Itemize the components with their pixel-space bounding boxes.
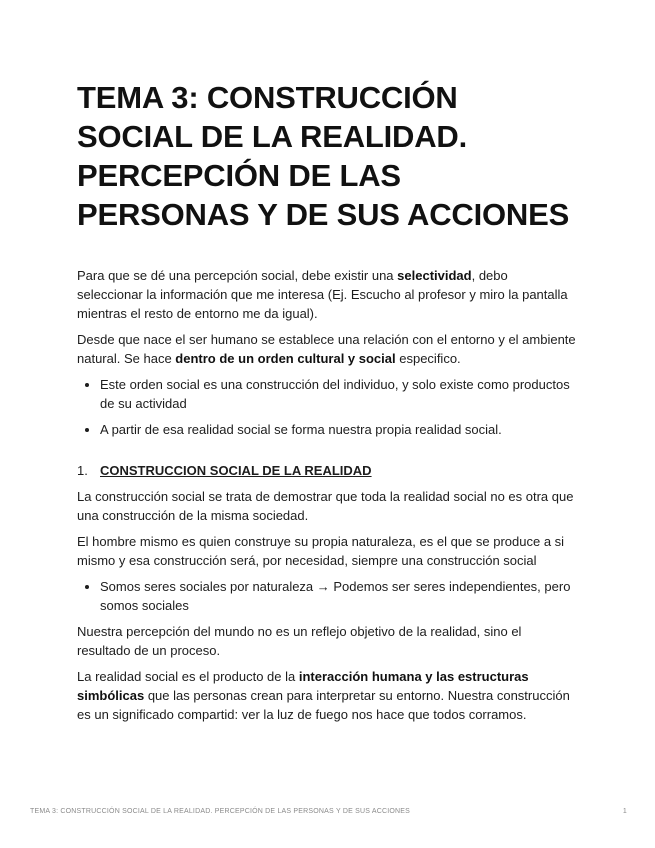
footer-text: TEMA 3: CONSTRUCCIÓN SOCIAL DE LA REALIDAD. PERCEPCIÓN DE LAS PERSONAS Y DE SUS ACCIONES [30,808,411,815]
intro-bullet-list [77,375,577,439]
document-page [77,78,577,731]
text-run: Desde que nace el ser humano se establece una relación con el entorno y el ambiente natural. Se hace [77,332,576,366]
section-bullet-list [77,577,577,615]
section-paragraph: El hombre mismo es quien construye su propia naturaleza, es el que se produce a si mismo y esa construcción será, por necesidad, siempre una construcción social [77,534,565,568]
section-title: CONSTRUCCION SOCIAL DE LA REALIDAD [100,463,372,478]
text-run: especifico. [395,351,461,366]
list-item: • A partir de esa realidad social se forma nuestra propia realidad social. [100,420,577,439]
text-run: , debo seleccionar la información que me interesa (Ej. Escucho al profesor y miro la pantalla mientras el resto de entorno me da igual). [77,268,568,321]
intro-paragraph-entorno [77,330,577,368]
section-heading [77,461,577,480]
page-number: 1 [622,808,627,815]
text-run: Para que se dé una percepción social, debe existir una [77,268,398,283]
section-paragraph-realidad-social [77,667,577,724]
text-run: que las personas crean para interpretar su entorno. Nuestra construcción es un significado compartid: ver la luz de fuego nos hace que todos corramos. [77,688,570,722]
section-number: 1. [77,463,88,478]
document-title: TEMA 3: CONSTRUCCIÓN SOCIAL DE LA REALIDAD. PERCEPCIÓN DE LAS PERSONAS Y DE SUS ACCIONES [77,80,570,232]
text-run: La realidad social es el producto de la [77,669,299,684]
bold-term-interaccion: interacción humana y las estructuras simbólicas [77,669,529,703]
bold-term-selectividad: selectividad [397,268,472,283]
section-paragraph: La construcción social se trata de demostrar que toda la realidad social no es otra que una construcción de la misma sociedad. [77,489,574,523]
intro-paragraph-selectividad [77,266,577,323]
section-paragraph: Nuestra percepción del mundo no es un reflejo objetivo de la realidad, sino el resultado de un proceso. [77,624,522,658]
document-body [77,266,577,724]
page-footer [30,808,627,815]
list-item: • Somos seres sociales por naturaleza → Podemos ser seres independientes, pero somos sociales [100,577,577,615]
list-item: • Este orden social es una construcción del individuo, y solo existe como productos de su actividad [100,375,577,413]
bold-term-orden-cultural: dentro de un orden cultural y social [175,351,396,366]
